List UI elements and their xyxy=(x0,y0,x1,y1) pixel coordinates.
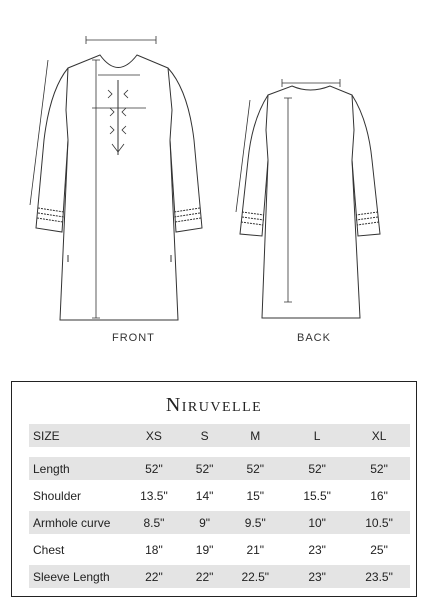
cell-value: 23.5" xyxy=(348,565,410,588)
table-row-length xyxy=(29,457,410,480)
row-label: Shoulder xyxy=(33,488,82,503)
cell-value: 22" xyxy=(185,565,224,588)
row-label: Length xyxy=(29,457,123,480)
cell-value: 18" xyxy=(145,542,163,557)
cell-value: 52" xyxy=(123,457,185,480)
cell-value: 9" xyxy=(185,511,224,534)
cell-value: 52" xyxy=(185,457,224,480)
cell-value: 16" xyxy=(370,488,388,503)
back-view-label: BACK xyxy=(297,332,331,344)
row-label: Chest xyxy=(33,542,65,557)
size-header-row xyxy=(29,424,410,447)
front-kurta-sketch xyxy=(30,36,202,320)
table-row-chest xyxy=(29,538,410,561)
cell-value: 23" xyxy=(308,542,326,557)
back-kurta-sketch xyxy=(236,79,380,318)
row-label: Sleeve Length xyxy=(29,565,123,588)
table-row-armhole-curve xyxy=(29,511,410,534)
cell-value: 10" xyxy=(286,511,348,534)
size-table xyxy=(29,424,410,588)
cell-value: 25" xyxy=(370,542,388,557)
cell-value: 21" xyxy=(246,542,265,557)
cell-value: 52" xyxy=(286,457,348,480)
cell-value: 22" xyxy=(123,565,185,588)
cell-value: 23" xyxy=(286,565,348,588)
size-header-label: SIZE xyxy=(29,424,123,447)
cell-value: 19" xyxy=(195,542,214,557)
size-header-m: M xyxy=(224,424,286,447)
table-row-sleeve-length xyxy=(29,565,410,588)
size-header-xl: XL xyxy=(348,424,410,447)
brand-name: Niruvelle xyxy=(165,394,263,416)
size-chart-panel xyxy=(11,381,417,597)
table-row-shoulder xyxy=(29,484,410,507)
size-header-xs: XS xyxy=(123,424,185,447)
cell-value: 13.5" xyxy=(140,488,168,503)
cell-value: 52" xyxy=(348,457,410,480)
cell-value: 22.5" xyxy=(224,565,286,588)
cell-value: 14" xyxy=(195,488,214,503)
cell-value: 52" xyxy=(224,457,286,480)
front-view-label: FRONT xyxy=(112,332,155,344)
size-header-l: L xyxy=(286,424,348,447)
cell-value: 9.5" xyxy=(224,511,286,534)
cell-value: 15" xyxy=(246,488,265,503)
cell-value: 8.5" xyxy=(123,511,185,534)
row-label: Armhole curve xyxy=(29,511,123,534)
size-header-s: S xyxy=(185,424,224,447)
cell-value: 15.5" xyxy=(303,488,331,503)
cell-value: 10.5" xyxy=(348,511,410,534)
